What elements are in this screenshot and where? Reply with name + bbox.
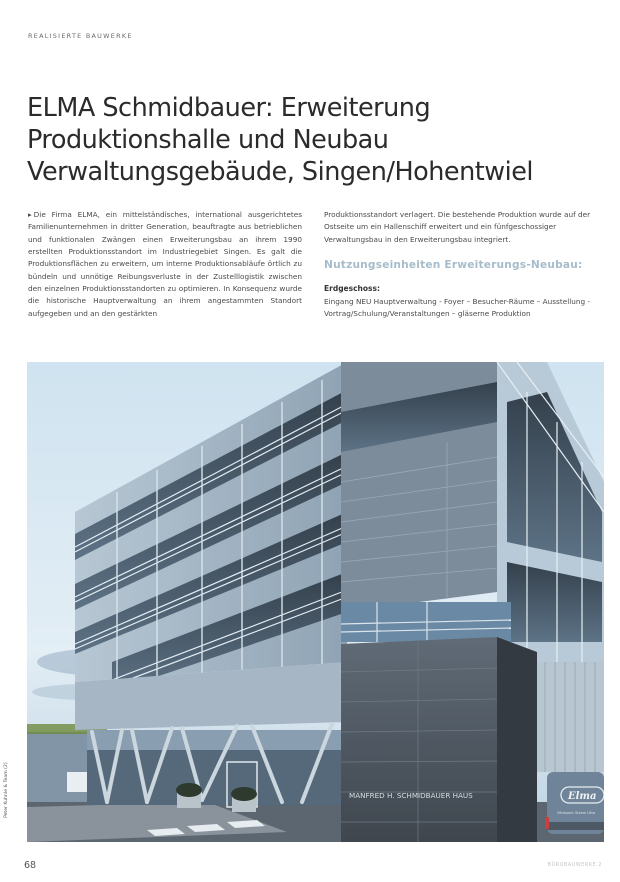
building-photo bbox=[27, 362, 604, 842]
building-illustration bbox=[27, 362, 604, 842]
intro-column-left bbox=[28, 209, 302, 320]
page-number: 68 bbox=[24, 860, 37, 871]
usage-subheading: Nutzungseinheiten Erweiterungs-Neubau: bbox=[324, 259, 583, 272]
van-logo: Elma bbox=[568, 791, 597, 802]
intro-paragraph-left bbox=[28, 209, 302, 320]
title-line-3: Verwaltungsgebäude, Singen/Hohentwiel bbox=[27, 157, 533, 187]
photo-credit: Peter Kuhnle & Team (2) bbox=[4, 762, 9, 818]
intro-text-left: Die Firma ELMA, ein mittelständisches, international ausgerichtetes Familienunternehmen in dritter Generation, beauftragte aus betrieblichen und funktionalen Zwängen einen Erweiterungsbau an ihrem 1990 erstellten Produktionsstandort im Industriegebiet Singen. Es galt die Produktionsflächen zu erweitern, um interne Produktionsabläufe örtlich zu bündeln und unnötige Reibungsverluste in der Zustelllogistik zwischen den einzelnen Produktionsstandorten zu optimieren. In Konsequenz wurde die historische Hauptverwaltung an ihrem angestammten Standort aufgegeben und an den gestärkten bbox=[28, 210, 302, 318]
floor-label-ground: Erdgeschoss: bbox=[324, 284, 380, 294]
floor-text-ground: Eingang NEU Hauptverwaltung - Foyer – Besucher-Räume – Ausstellung - Vortrag/Schulung/Veranstaltungen – gläserne Produktion bbox=[324, 296, 591, 319]
section-kicker: REALISIERTE BAUWERKE bbox=[28, 32, 133, 40]
title-line-1: ELMA Schmidbauer: Erweiterung bbox=[27, 93, 431, 123]
title-line-2: Produktionshalle und Neubau bbox=[27, 125, 389, 155]
footer-brand: BÜROBAUWERKE 2 bbox=[547, 863, 602, 868]
van-tagline: Ultrasonic Steam Ultra bbox=[557, 811, 596, 815]
building-sign: MANFRED H. SCHMIDBAUER HAUS bbox=[349, 791, 473, 800]
intro-column-right bbox=[324, 209, 598, 320]
article-title bbox=[27, 92, 587, 188]
bullet-arrow-icon: ▸ bbox=[28, 210, 32, 219]
intro-paragraph-right: Produktionsstandort verlagert. Die bestehende Produktion wurde auf der Ostseite um ein Hallenschiff erweitert und ein fünfgeschossiger Verwaltungsbau in den Erweiterungsbau integriert. bbox=[324, 210, 591, 244]
